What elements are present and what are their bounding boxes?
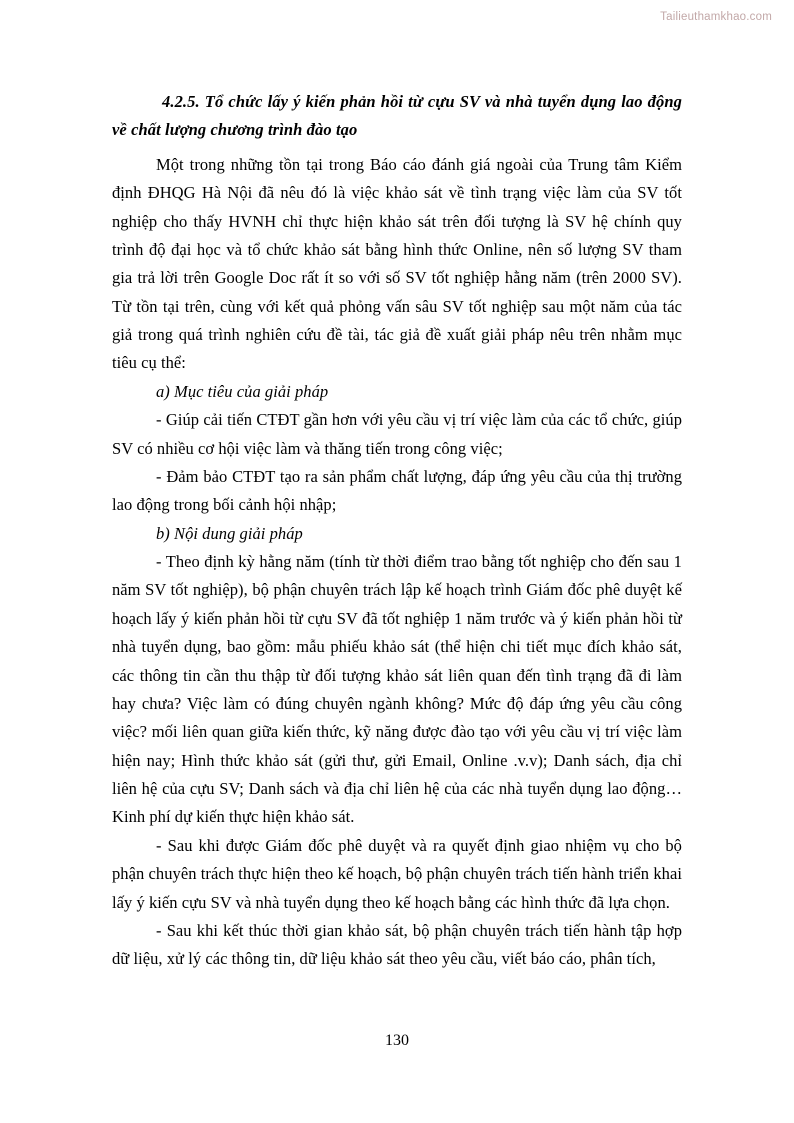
paragraph-6: - Theo định kỳ hằng năm (tính từ thời điểm trao bằng tốt nghiệp cho đến sau 1 năm SV tốt nghiệp), bộ phận chuyên trách lập kế hoạch trình Giám đốc phê duyệt kế hoạch lấy ý kiến phản hồi từ cựu SV đã tốt nghiệp 1 năm trước và ý kiến phản hồi từ nhà tuyển dụng, bao gồm: mẫu phiếu khảo sát (thể hiện chi tiết mục đích khảo sát, các thông tin cần thu thập từ đối tượng khảo sát liên quan đến tình trạng đã đi làm hay chưa? Việc làm có đúng chuyên ngành không? Mức độ đáp ứng yêu cầu công việc? mối liên quan giữa kiến thức, kỹ năng được đào tạo với yêu cầu vị trí việc làm hiện nay; Hình thức khảo sát (gửi thư, gửi Email, Online .v.v); Danh sách, địa chỉ liên hệ của cựu SV; Danh sách và địa chỉ liên hệ của các nhà tuyển dụng lao động… Kinh phí dự kiến thực hiện khảo sát.: [112, 552, 682, 827]
watermark-text: Tailieuthamkhao.com: [660, 11, 772, 23]
paragraph-5-subheading-b: b) Nội dung giải pháp: [156, 523, 303, 543]
paragraph-8: - Sau khi kết thúc thời gian khảo sát, bộ phận chuyên trách tiến hành tập hợp dữ liệu, xử lý các thông tin, dữ liệu khảo sát theo yêu cầu, viết báo cáo, phân tích,: [112, 920, 682, 969]
page-number: 130: [385, 1032, 409, 1049]
paragraph-1: Một trong những tồn tại trong Báo cáo đánh giá ngoài của Trung tâm Kiểm định ĐHQG Hà Nội đã nêu đó là việc khảo sát về tình trạng việc làm của SV tốt nghiệp cho thấy HVNH chỉ thực hiện khảo sát trên đối tượng là SV hệ chính quy trình độ đại học và tổ chức khảo sát bằng hình thức Online, nên số lượng SV tham gia trả lời trên Google Doc rất ít so với số SV tốt nghiệp hằng năm (trên 2000 SV). Từ tồn tại trên, cùng với kết quả phỏng vấn sâu SV tốt nghiệp sau một năm của tác giả trong quá trình nghiên cứu đề tài, tác giả đề xuất giải pháp nêu trên nhằm mục tiêu cụ thể:: [112, 154, 682, 373]
paragraph-7: - Sau khi được Giám đốc phê duyệt và ra quyết định giao nhiệm vụ cho bộ phận chuyên trách thực hiện theo kế hoạch, bộ phận chuyên trách tiến hành triển khai lấy ý kiến cựu SV và nhà tuyển dụng theo kế hoạch bằng các hình thức đã lựa chọn.: [112, 835, 682, 912]
paragraph-2-subheading-a: a) Mục tiêu của giải pháp: [156, 381, 329, 401]
paragraph-3: - Giúp cải tiến CTĐT gần hơn với yêu cầu vị trí việc làm của các tổ chức, giúp SV có nhiều cơ hội việc làm và thăng tiến trong công việc;: [112, 410, 682, 458]
paragraph-4: - Đảm bảo CTĐT tạo ra sản phẩm chất lượng, đáp ứng yêu cầu của thị trường lao động trong bối cảnh hội nhập;: [112, 466, 682, 515]
page-content: [112, 88, 682, 974]
section-heading: 4.2.5. Tổ chức lấy ý kiến phản hồi từ cựu SV và nhà tuyển dụng lao động về chất lượng chương trình đào tạo: [112, 92, 682, 140]
